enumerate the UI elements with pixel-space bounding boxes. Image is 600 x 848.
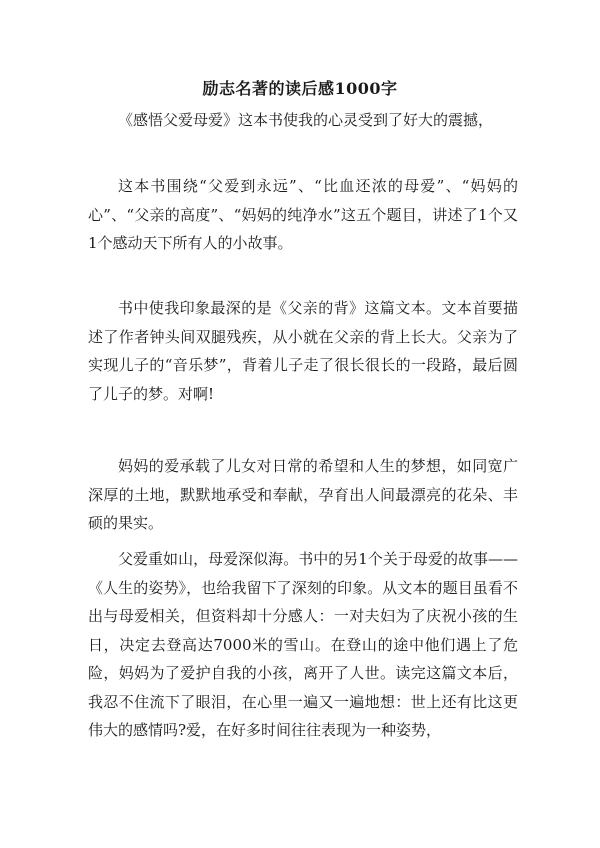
paragraph-2: 这本书围绕“父爱到永远”、“比血还浓的母爱”、“妈妈的心”、“父亲的高度”、“妈妈的纯净水”这五个题目，讲述了1个又1个感动天下所有人的小故事。: [88, 177, 518, 252]
paragraph-3: 书中使我印象最深的是《父亲的背》这篇文本。文本首要描述了作者钟头间双腿残疾，从小就在父亲的背上长大。父亲为了实现儿子的“音乐梦”，背着儿子走了很长很长的一段路，最后圆了儿子的梦。对啊!: [88, 299, 518, 403]
paragraph-4: 妈妈的爱承载了儿女对日常的希望和人生的梦想，如同宽广深厚的土地，默默地承受和奉献，孕育出人间最漂亮的花朵、丰硕的果实。: [88, 457, 518, 532]
paragraph-1: 《感悟父爱母爱》这本书使我的心灵受到了好大的震撼，: [118, 111, 494, 129]
document-title: 励志名著的读后感1000字: [202, 79, 398, 98]
paragraph-5: 父爱重如山，母爱深似海。书中的另1个关于母爱的故事——《人生的姿势》，也给我留下了深刻的印象。从文本的题目虽看不出与母爱相关，但资料却十分感人：一对夫妇为了庆祝小孩的生日，决定去登高达7000米的雪山。在登山的途中他们遇上了危险，妈妈为了爱护自我的小孩，离开了人世。读完这篇文本后，我忍不住流下了眼泪，在心里一遍又一遍地想：世上还有比这更伟大的感情吗?爱，在好多时间往往表现为一种姿势，: [88, 550, 518, 739]
